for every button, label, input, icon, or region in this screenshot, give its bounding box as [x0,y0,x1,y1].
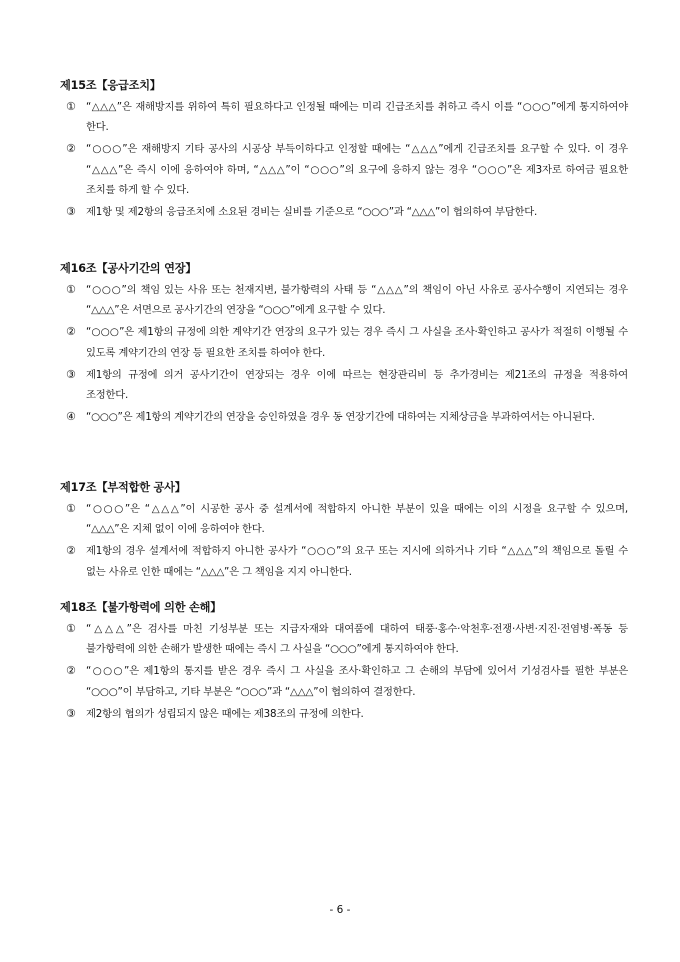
clause [60,704,628,724]
clause [60,365,628,405]
clause [60,280,628,320]
clause [60,541,628,581]
clause-text: 제1항의 규정에 의거 공사기간이 연장되는 경우 이에 따르는 현장관리비 등 추가경비는 제21조의 규정을 적용하여 조정한다. [86,368,628,402]
clause-text: 제1항 및 제2항의 응급조치에 소요된 경비는 실비를 기준으로 “○○○”과 “△△△”이 협의하여 부담한다. [86,206,538,219]
clause [60,407,628,427]
clause-text: “○○○”의 책임 있는 사유 또는 천재지변, 불가항력의 사태 등 “△△△”의 책임이 아닌 사유로 공사수행이 지연되는 경우 “△△△”은 서면으로 공사기간의 연장을 “○○○”에게 요구할 수 있다. [86,284,628,317]
clause-number: ② [66,544,76,558]
article-heading: 제18조【불가항력에 의한 손해】 [60,601,222,614]
article-heading: 제16조【공사기간의 연장】 [60,262,197,275]
clause-text: “○○○”은 제1항의 계약기간의 연장을 승인하였을 경우 동 연장기간에 대하여는 지체상금을 부과하여서는 아니된다. [86,411,595,424]
clause-text: 제2항의 협의가 성립되지 않은 때에는 제38조의 규정에 의한다. [86,707,364,720]
clause-number: ① [66,502,76,515]
article-17 [60,481,628,584]
clause-number: ① [66,100,76,113]
clause-number: ① [66,622,76,635]
clause-text: “○○○”은 제1항의 규정에 의한 계약기간 연장의 요구가 있는 경우 즉시 그 사실을 조사·확인하고 공사가 적절히 이행될 수 있도록 계약기간의 연장 등 필요한 조치를 하여야 한다. [86,326,628,359]
article-heading: 제15조【응급조치】 [60,79,161,92]
clause-text: “△△△”은 검사를 마친 기성부분 또는 지급자재와 대여품에 대하여 태풍·홍수·악천후·전쟁·사변·지진·전염병·폭동 등 불가항력에 의한 손해가 발생한 때에는 즉시 그 사실을 “○○○”에게 통지하여야 한다. [86,623,628,656]
clause-text: “△△△”은 재해방지를 위하여 특히 필요하다고 인정될 때에는 미리 긴급조치를 취하고 즉시 이를 “○○○”에게 통지하여야 한다. [86,101,628,134]
clause-number: ④ [66,410,76,424]
clause-number: ③ [66,205,76,219]
page-number: - 6 - [329,904,351,916]
clause [60,97,628,137]
article-heading: 제17조【부적합한 공사】 [60,481,186,494]
clause [60,139,628,200]
clause-number: ② [66,325,76,339]
clause-text: 제1항의 경우 설계서에 적합하지 아니한 공사가 “○○○”의 요구 또는 지시에 의하거나 기타 “△△△”의 책임으로 돌릴 수 없는 사유로 인한 때에는 “△△△”은 그 책임을 지지 아니한다. [86,545,628,578]
clause-text: “○○○”은 제1항의 통지를 받은 경우 즉시 그 사실을 조사·확인하고 그 손해의 부담에 있어서 기성검사를 필한 부분은 “○○○”이 부담하고, 기타 부분은 “○○○”과 “△△△”이 협의하여 결정한다. [86,665,628,698]
clause-number: ③ [66,367,76,381]
clause-text: “○○○”은 재해방지 기타 공사의 시공상 부득이하다고 인정할 때에는 “△△△”에게 긴급조치를 요구할 수 있다. 이 경우 “△△△”은 즉시 이에 응하여야 하며, “△△△”이 “○○○”의 요구에 응하지 않는 경우 “○○○”은 제3자로 하여금 필요한 조치를 하게 할 수 있다. [86,143,628,196]
article-15 [60,79,628,224]
clause-number: ① [66,283,76,296]
clause [60,619,628,659]
article-16 [60,262,628,429]
clause-text: “○○○”은 “△△△”이 시공한 공사 중 설계서에 적합하지 아니한 부분이 있을 때에는 이의 시정을 요구할 수 있으며, “△△△”은 지체 없이 이에 응하여야 한다. [86,503,628,536]
article-18 [60,601,628,726]
clause [60,661,628,701]
clause-number: ③ [66,706,76,720]
clause [60,322,628,362]
clause [60,202,628,222]
clause-number: ② [66,142,76,156]
clause-number: ② [66,664,76,678]
clause [60,499,628,539]
